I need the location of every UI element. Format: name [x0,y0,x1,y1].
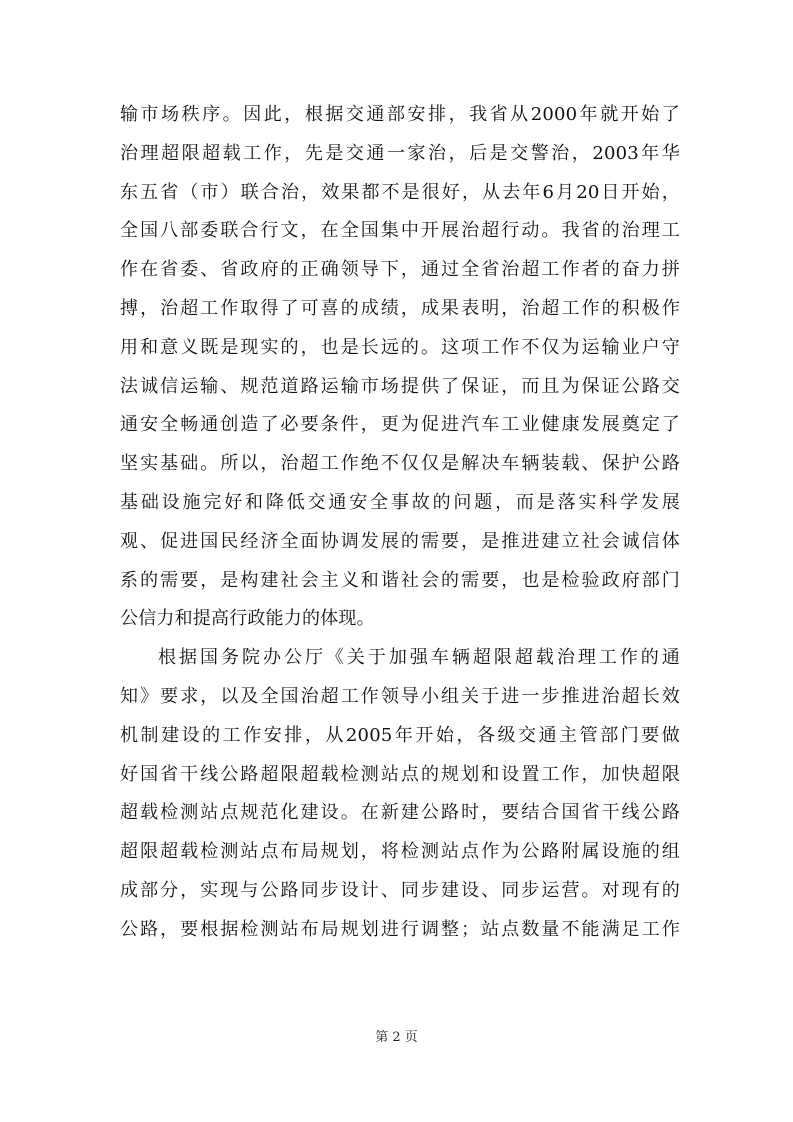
paragraph-line: 治理超限超载工作，先是交通一家治，后是交警治，2003年华 [120,142,680,164]
paragraph-line: 用和意义既是现实的，也是长远的。这项工作不仅为运输业户守 [120,336,680,358]
paragraph-line: 公信力和提高行政能力的体现。 [120,608,375,630]
document-body [120,96,680,950]
paragraph-2 [120,639,680,949]
paragraph-line: 机制建设的工作安排，从2005年开始，各级交通主管部门要做 [120,724,680,746]
paragraph-line: 法诚信运输、规范道路运输市场提供了保证，而且为保证公路交 [120,375,680,397]
paragraph-line: 全国八部委联合行文，在全国集中开展治超行动。我省的治理工 [120,220,680,242]
paragraph-1 [120,96,680,639]
paragraph-line: 超限超载检测站点布局规划，将检测站点作为公路附属设施的组 [120,841,680,863]
paragraph-line: 作在省委、省政府的正确领导下，通过全省治超工作者的奋力拼 [120,259,680,281]
paragraph-line: 系的需要，是构建社会主义和谐社会的需要，也是检验政府部门 [120,569,680,591]
paragraph-line: 基础设施完好和降低交通安全事故的问题，而是落实科学发展 [120,491,680,513]
paragraph-line: 搏，治超工作取得了可喜的成绩，成果表明，治超工作的积极作 [120,297,680,319]
paragraph-line: 输市场秩序。因此，根据交通部安排，我省从2000年就开始了 [120,104,680,125]
paragraph-line: 东五省（市）联合治，效果都不是很好，从去年6月20日开始， [120,181,680,203]
paragraph-line: 公路，要根据检测站布局规划进行调整；站点数量不能满足工作 [120,918,680,940]
paragraph-line: 根据国务院办公厅《关于加强车辆超限超载治理工作的通 [158,647,680,669]
paragraph-line: 通安全畅通创造了必要条件，更为促进汽车工业健康发展奠定了 [120,414,680,436]
paragraph-line: 成部分，实现与公路同步设计、同步建设、同步运营。对现有的 [120,879,680,901]
paragraph-line: 坚实基础。所以，治超工作绝不仅仅是解决车辆装载、保护公路 [120,453,680,475]
paragraph-line: 观、促进国民经济全面协调发展的需要，是推进建立社会诚信体 [120,530,680,552]
paragraph-line: 超载检测站点规范化建设。在新建公路时，要结合国省干线公路 [120,802,680,824]
paragraph-line: 好国省干线公路超限超载检测站点的规划和设置工作，加快超限 [120,763,680,785]
page-number: 第 2 页 [375,1030,418,1045]
paragraph-line: 知》要求，以及全国治超工作领导小组关于进一步推进治超长效 [120,685,680,707]
